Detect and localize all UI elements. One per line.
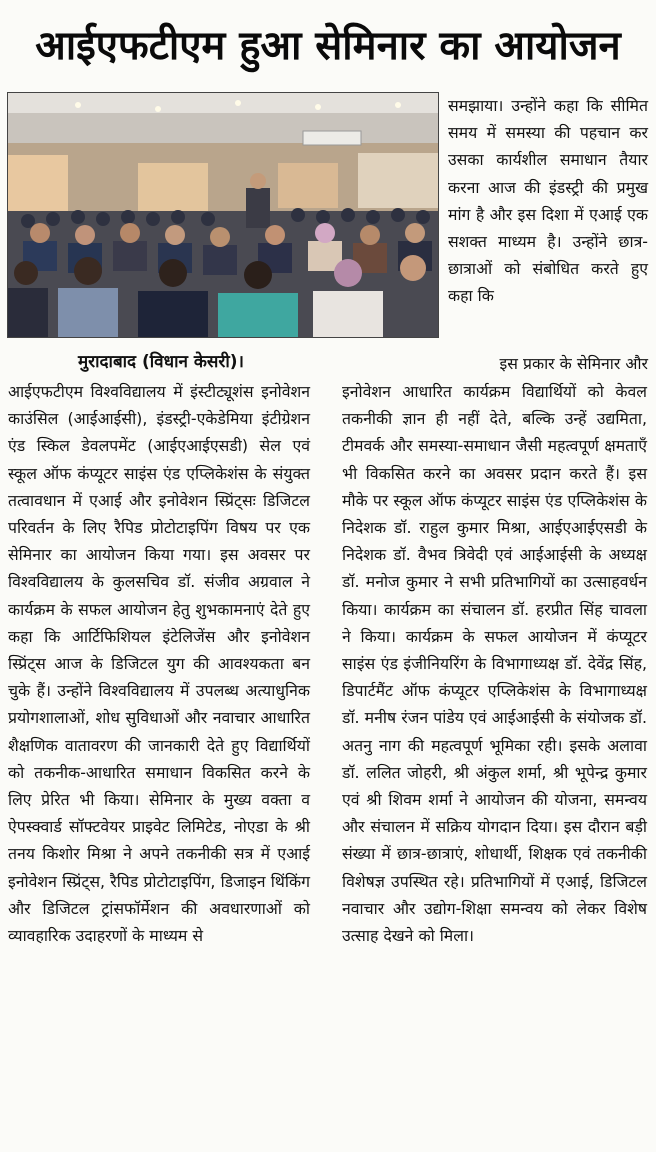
seminar-photo-icon (8, 93, 438, 337)
article-headline: आईएफटीएम हुआ सेमिनार का आयोजन (35, 23, 621, 69)
left-column-body: आईएफटीएम विश्वविद्यालय में इंस्टीट्यूशंस इनोवेशन काउंसिल (आईआईसी), इंडस्ट्री-एकेडेमिया इंटीग्रेशन एंड स्किल डेवलपमेंट (आईएआईएसडी) सेल एवं स्कूल ऑफ कंप्यूटर साइंस एंड एप्लिकेशंस के संयुक्त तत्वावधान में एआई और इनोवेशन स्प्रिंट्सः डिजिटल परिवर्तन के लिए रैपिड प्रोटोटाइपिंग विषय पर एक सेमिनार का आयोजन किया गया। इस अवसर पर विश्वविद्यालय के कुलसचिव डॉ. संजीव अग्रवाल ने कार्यक्रम के सफल आयोजन हेतु शुभकामनाएं देते हुए कहा कि आर्टिफिशियल इंटेलिजेंस और इनोवेशन स्प्रिंट्स आज के डिजिटल युग की आवश्यकता बन चुके हैं। उन्होंने विश्वविद्यालय में उपलब्ध अत्याधुनिक प्रयोगशालाओं, शोध सुविधाओं और नवाचार आधारित शैक्षणिक वातावरण की जानकारी देते हुए विद्यार्थियों को तकनीक-आधारित समाधान विकसित करने के लिए प्रेरित भी किया। सेमिनार के मुख्य वक्ता व ऐपस्क्वार्ड सॉफ्टवेयर प्राइवेट लिमिटेड, नोएडा के श्री तनय किशोर मिश्रा ने अपने तकनीकी सत्र में एआई इनोवेशन स्प्रिंट्स, रैपिड प्रोटोटाइपिंग, डिजाइन थिंकिंग और डिजिटल ट्रांसफॉर्मेशन की अवधारणाओं को व्यावहारिक उदाहरणों के माध्यम से (8, 382, 310, 946)
right-column-mid-text: इस प्रकार के सेमिनार और (499, 354, 648, 373)
seminar-photo (7, 92, 439, 338)
right-column-top-text: समझाया। उन्होंने कहा कि सीमित समय में समस्या की पहचान कर उसका कार्यशील समाधान तैयार करना आज की इंडस्ट्री की प्रमुख मांग है और इस दिशा में एआई एक सशक्त माध्यम है। उन्होंने छात्र-छात्राओं को संबोधित करते हुए कहा कि (448, 96, 648, 306)
dateline: मुरादाबाद (विधान केसरी)। (78, 352, 244, 372)
right-column-body: इनोवेशन आधारित कार्यक्रम विद्यार्थियों को केवल तकनीकी ज्ञान ही नहीं देते, बल्कि उन्हें उद्यमिता, टीमवर्क और समस्या-समाधान जैसी महत्वपूर्ण क्षमताएँ भी विकसित करने का अवसर प्रदान करते हैं। इस मौके पर स्कूल ऑफ कंप्यूटर साइंस एंड एप्लिकेशंस के निदेशक डॉ. राहुल कुमार मिश्रा, आईएआईएसडी के निदेशक डॉ. वैभव त्रिवेदी एवं आईआईसी के अध्यक्ष डॉ. मनोज कुमार ने सभी प्रतिभागियों का उत्साहवर्धन किया। कार्यक्रम का संचालन डॉ. हरप्रीत सिंह चावला ने किया। कार्यक्रम के सफल आयोजन में कंप्यूटर साइंस एंड इंजीनियरिंग के विभागाध्यक्ष डॉ. देवेंद्र सिंह, डिपार्टमैंट ऑफ कंप्यूटर एप्लिकेशंस के विभागाध्यक्ष डॉ. मनीष रंजन पांडेय एवं आईआईसी के संयोजक डॉ. अतनु नाग की महत्वपूर्ण भूमिका रही। इसके अलावा डॉ. ललित जोहरी, श्री अंकुल शर्मा, श्री भूपेन्द्र कुमार एवं श्री शिवम शर्मा ने आयोजन की योजना, समन्वय और संचालन में सक्रिय योगदान दिया। इस दौरान बड़ी संख्या में छात्र-छात्राएं, शोधार्थी, शिक्षक एवं तकनीकी विशेषज्ञ उपस्थित रहे। प्रतिभागियों में एआई, डिजिटल नवाचार और उद्योग-शिक्षा समन्वय को लेकर विशेष उत्साह देखने को मिला। (342, 382, 647, 946)
